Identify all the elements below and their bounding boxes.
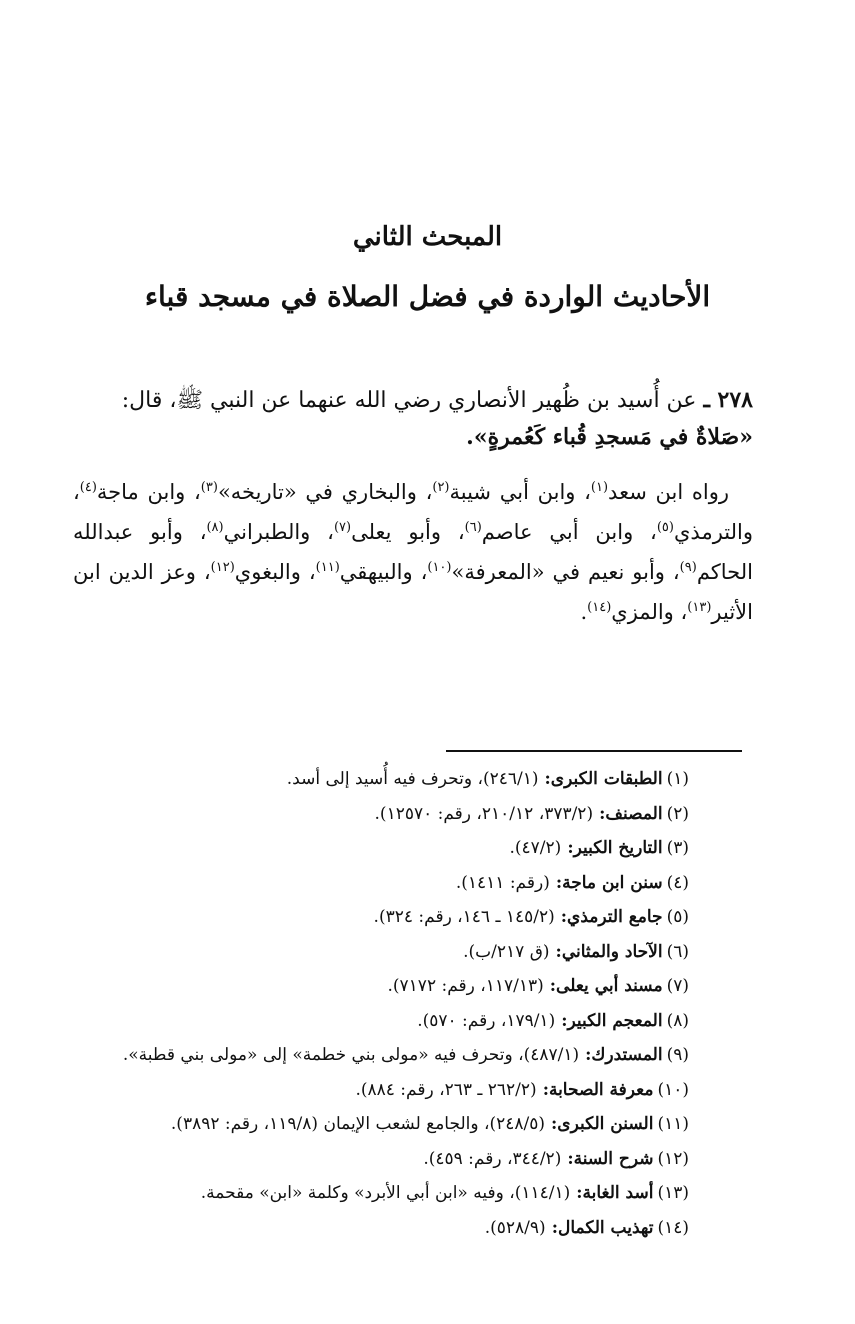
chapter-subtitle: الأحاديث الواردة في فضل الصلاة في مسجد قباء bbox=[144, 280, 711, 313]
footnote-text: (٣٤٤/٢، رقم: ٤٥٩). bbox=[423, 1148, 562, 1169]
footnote-item bbox=[39, 900, 689, 935]
footnote-item bbox=[39, 762, 689, 797]
footnote-item bbox=[39, 1211, 689, 1246]
footnote-number: (١١) bbox=[657, 1114, 689, 1134]
takhrij-text: . bbox=[580, 600, 588, 624]
footnote-source: شرح السنة: bbox=[567, 1148, 654, 1169]
footnote-number: (٥) bbox=[666, 907, 689, 927]
footnote-text: (٣٧٣/٢، ٢١٠/١٢، رقم: ١٢٥٧٠). bbox=[374, 803, 594, 824]
footnote-item bbox=[39, 1176, 689, 1211]
footnote-ref: (١١) bbox=[315, 560, 340, 575]
footnote-number: (١٤) bbox=[657, 1217, 689, 1238]
footnote-ref: (١٣) bbox=[687, 600, 712, 615]
footnote-ref: (٩) bbox=[679, 560, 697, 575]
footnote-ref: (١٢) bbox=[210, 560, 235, 575]
footnote-text: (٢٦٢/٢ ـ ٢٦٣، رقم: ٨٨٤). bbox=[355, 1079, 537, 1100]
takhrij-text: ، وعز الدين ابن الأثير bbox=[73, 560, 753, 624]
takhrij-text: ، وابن أبي عاصم bbox=[481, 520, 657, 544]
footnote-source: المستدرك: bbox=[585, 1045, 663, 1065]
footnote-text: (٢٤٨/٥)، والجامع لشعب الإيمان (١١٩/٨، رقم: ٣٨٩٢). bbox=[170, 1114, 545, 1134]
takhrij-text: رواه ابن سعد bbox=[608, 480, 729, 504]
hadith-number: ٢٧٨ ـ bbox=[703, 387, 753, 413]
footnote-number: (٣) bbox=[666, 838, 689, 858]
footnote-item bbox=[39, 1038, 689, 1073]
takhrij-text: ، والطبراني bbox=[223, 520, 334, 544]
footnote-number: (٢) bbox=[666, 803, 689, 824]
takhrij-text: ، والبغوي bbox=[234, 560, 316, 584]
footnote-number: (٨) bbox=[666, 1010, 689, 1031]
footnote-ref: (٤) bbox=[79, 480, 97, 495]
footnote-number: (١) bbox=[666, 769, 689, 789]
footnote-number: (٤) bbox=[666, 872, 689, 893]
footnote-source: التاريخ الكبير: bbox=[567, 838, 663, 858]
footnote-text: (١٤٥/٢ ـ ١٤٦، رقم: ٣٢٤). bbox=[373, 907, 555, 927]
footnote-ref: (٦) bbox=[464, 520, 482, 535]
footnote-text: (٢٤٦/١)، وتحرف فيه أُسيد إلى أسد. bbox=[286, 769, 539, 789]
footnote-text: (١١٤/١)، وفيه «ابن أبي الأبرد» وكلمة «ابن» مقحمة. bbox=[200, 1183, 571, 1203]
takhrij-text: ، وابن أبي شيبة bbox=[449, 480, 591, 504]
footnote-text: (١١٧/١٣، رقم: ٧١٧٢). bbox=[387, 976, 544, 996]
footnote-text: (٤٧/٢). bbox=[509, 838, 562, 858]
footnote-item bbox=[39, 1142, 689, 1177]
takhrij-text: ، والمزي bbox=[611, 600, 688, 624]
hadith-text: «صَلاةٌ في مَسجدِ قُباء كَعُمرةٍ». bbox=[466, 424, 753, 450]
footnote-source: المعجم الكبير: bbox=[561, 1010, 663, 1031]
takhrij-text: ، وأبو يعلى bbox=[351, 520, 465, 544]
footnote-ref: (١) bbox=[590, 480, 609, 495]
takhrij-text: ، وابن ماجة bbox=[96, 480, 201, 504]
footnote-number: (١٢) bbox=[657, 1148, 689, 1169]
footnote-source: مسند أبي يعلى: bbox=[549, 976, 663, 996]
footnote-item bbox=[39, 1107, 689, 1142]
section-title: المبحث الثاني bbox=[352, 222, 503, 252]
footnote-text: (ق ٢١٧/ب). bbox=[463, 941, 550, 962]
footnote-ref: (٣) bbox=[200, 480, 218, 495]
footnote-source: سنن ابن ماجة: bbox=[555, 872, 663, 893]
hadith-block bbox=[73, 382, 753, 456]
footnote-text: (رقم: ١٤١١). bbox=[455, 872, 550, 893]
takhrij-text: ، والبخاري في «تاريخه» bbox=[217, 480, 433, 504]
takhrij-text: ، والبيهقي bbox=[339, 560, 428, 584]
footnote-item bbox=[39, 1073, 689, 1108]
footnote-source: معرفة الصحابة: bbox=[542, 1079, 654, 1100]
footnote-source: السنن الكبرى: bbox=[551, 1114, 654, 1134]
footnote-number: (٩) bbox=[666, 1045, 689, 1065]
footnote-item bbox=[39, 797, 689, 832]
footnote-number: (٧) bbox=[666, 976, 689, 996]
footnote-source: الطبقات الكبرى: bbox=[544, 769, 663, 789]
footnote-ref: (٨) bbox=[206, 520, 224, 535]
footnote-source: الآحاد والمثاني: bbox=[555, 941, 663, 962]
footnote-source: جامع الترمذي: bbox=[560, 907, 663, 927]
footnote-number: (١٣) bbox=[657, 1183, 689, 1203]
footnotes-list bbox=[39, 762, 689, 1245]
footnote-item bbox=[39, 1004, 689, 1039]
footnote-item bbox=[39, 831, 689, 866]
hadith-intro: عن أُسيد بن ظُهير الأنصاري رضي الله عنهما عن النبي ﷺ، قال: bbox=[121, 388, 697, 413]
takhrij-text: ، وأبو عبدالله الحاكم bbox=[73, 520, 753, 584]
footnote-ref: (١٠) bbox=[427, 560, 452, 575]
footnote-ref: (٥) bbox=[656, 520, 674, 535]
footnote-text: (٤٨٧/١)، وتحرف فيه «مولى بني خطمة» إلى «مولى بني قطبة». bbox=[122, 1045, 580, 1065]
footnote-ref: (٧) bbox=[333, 520, 352, 535]
footnote-item bbox=[39, 866, 689, 901]
takhrij-text: ، وأبو نعيم في «المعرفة» bbox=[451, 560, 680, 584]
takhrij-paragraph bbox=[73, 472, 753, 632]
footnote-number: (١٠) bbox=[657, 1079, 689, 1100]
footnote-text: (١٧٩/١، رقم: ٥٧٠). bbox=[417, 1010, 556, 1031]
footnote-source: تهذيب الكمال: bbox=[551, 1217, 654, 1238]
footnote-source: أسد الغابة: bbox=[576, 1183, 654, 1203]
footnote-number: (٦) bbox=[666, 941, 689, 962]
footnote-ref: (١٤) bbox=[587, 600, 612, 615]
footnote-item bbox=[39, 935, 689, 970]
takhrij-text: ، والترمذي bbox=[73, 480, 753, 544]
footnote-divider bbox=[446, 750, 742, 752]
footnote-source: المصنف: bbox=[599, 803, 663, 824]
footnote-ref: (٢) bbox=[432, 480, 450, 495]
footnote-text: (٥٢٨/٩). bbox=[484, 1217, 546, 1238]
footnote-item bbox=[39, 969, 689, 1004]
